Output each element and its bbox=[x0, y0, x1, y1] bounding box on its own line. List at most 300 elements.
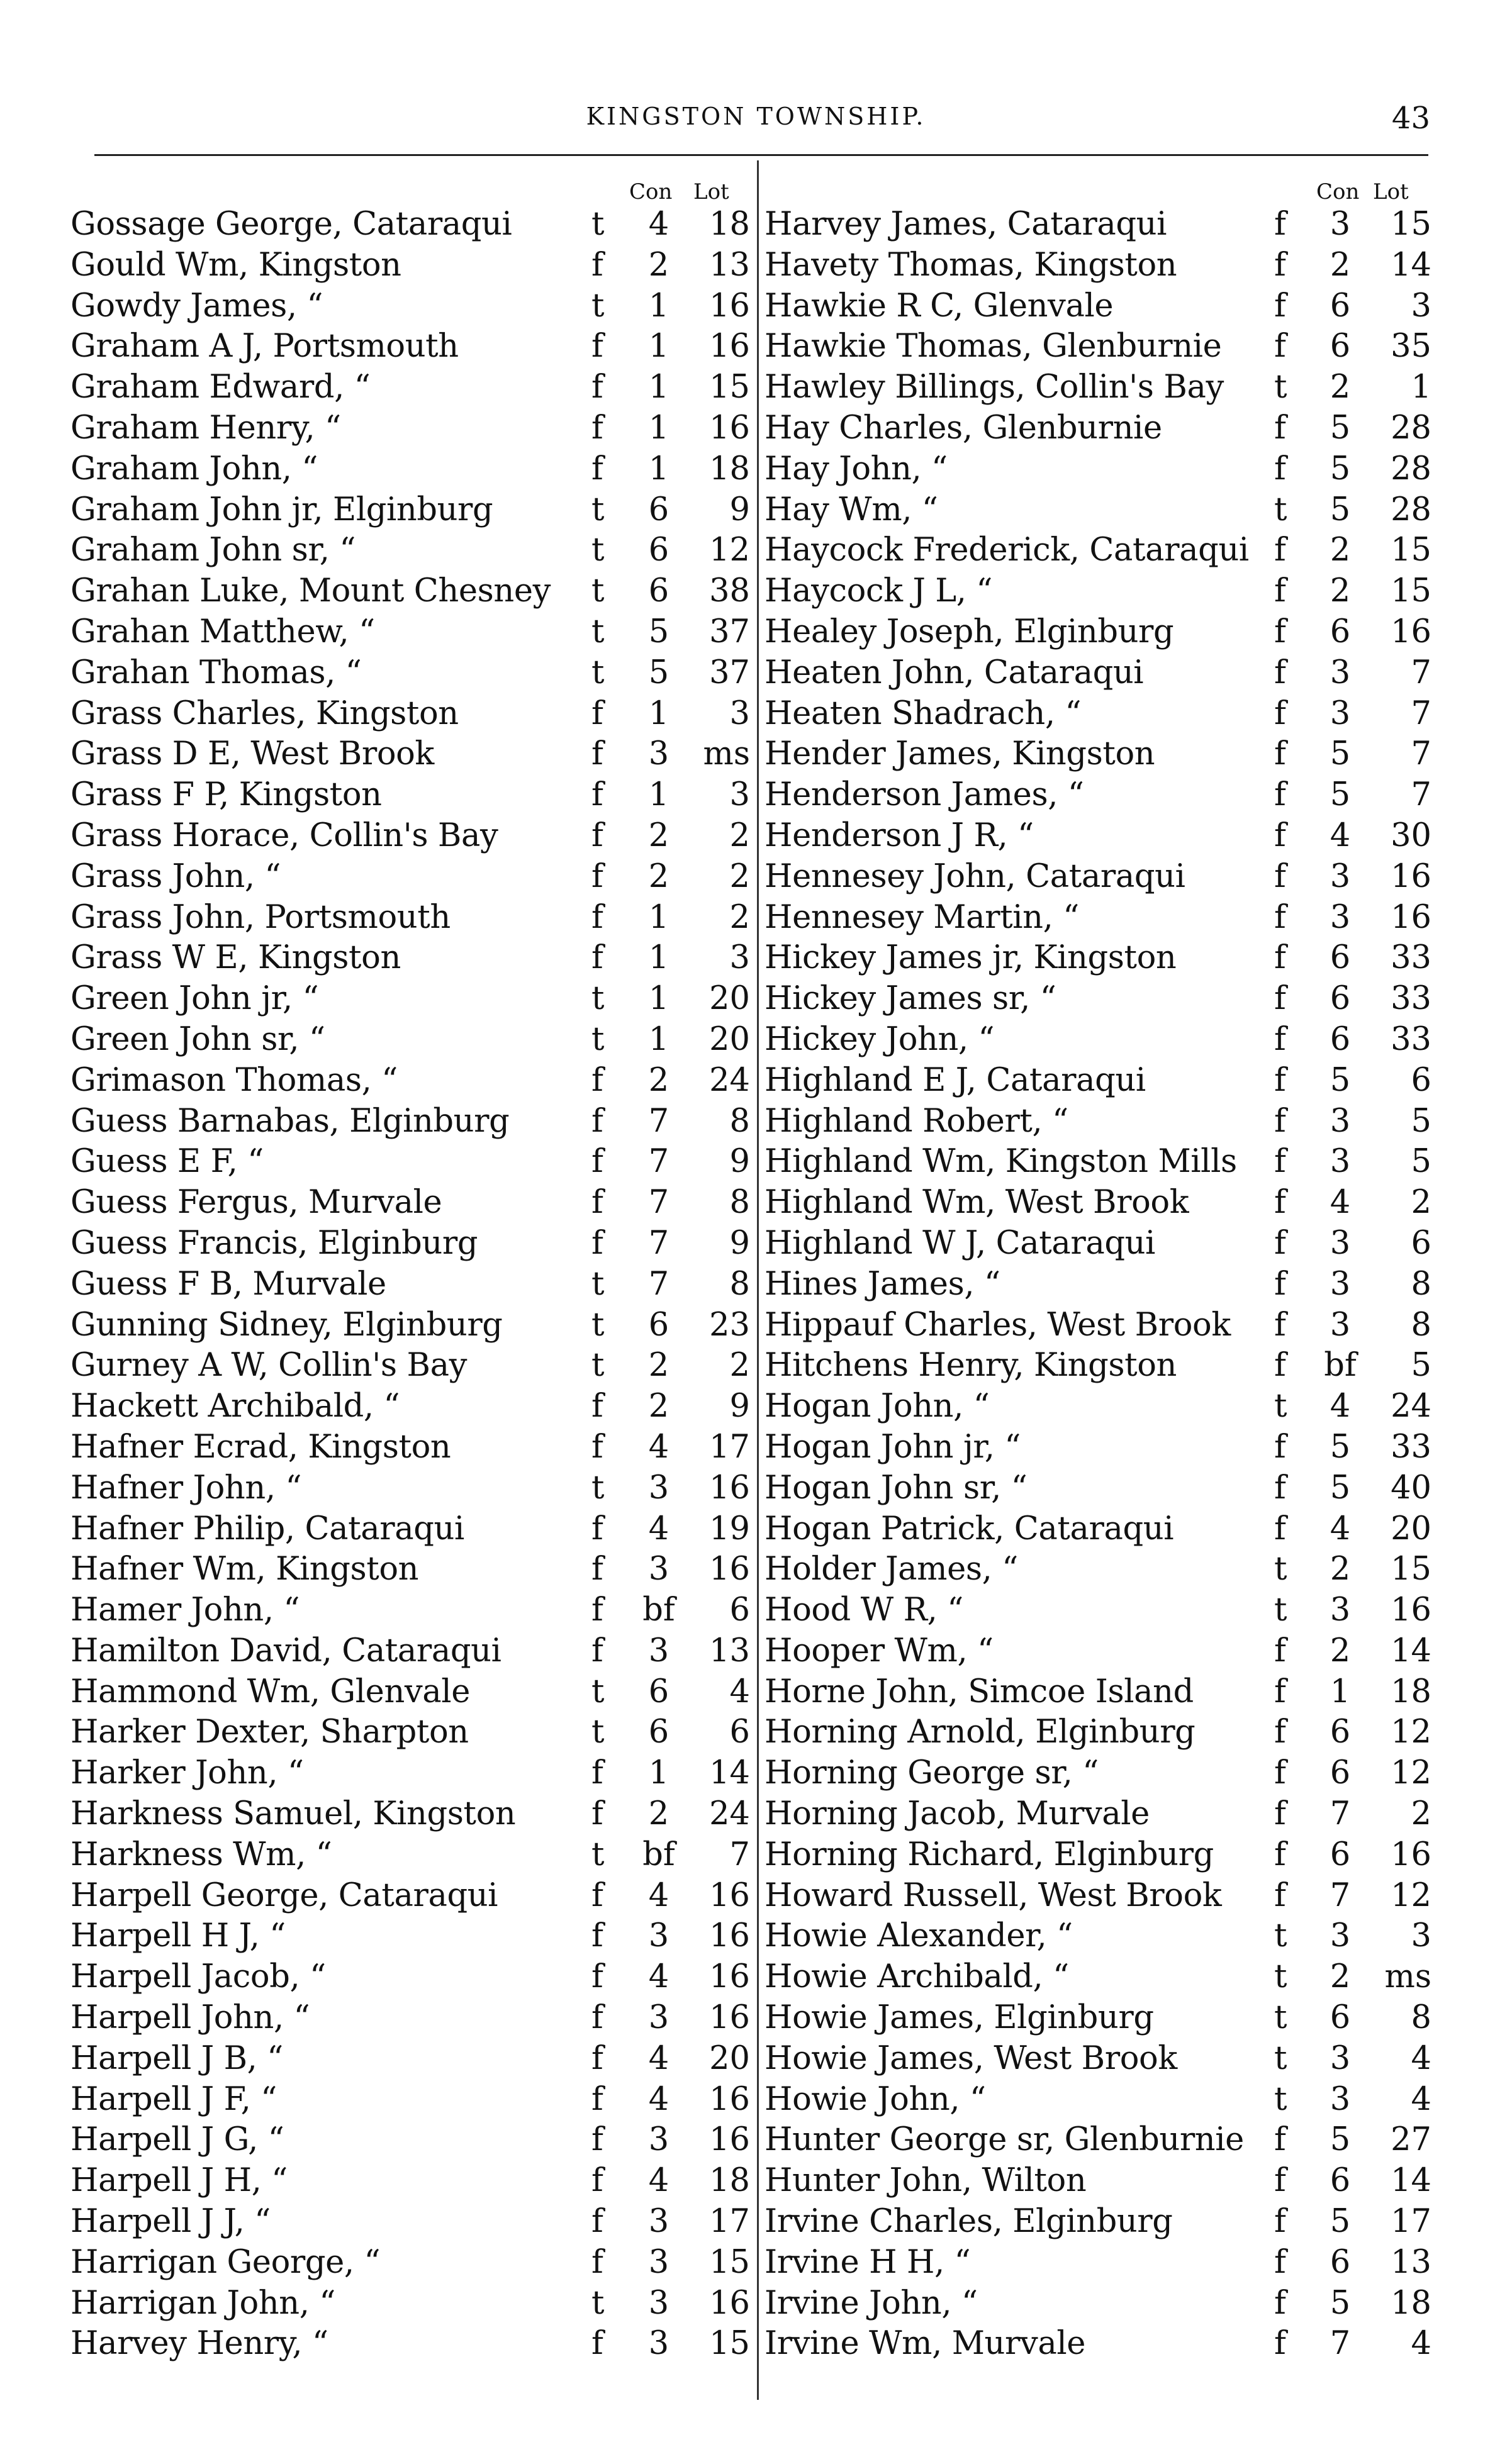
entry-concession: 6 bbox=[1330, 2162, 1351, 2200]
entry-concession: 2 bbox=[1330, 1632, 1351, 1670]
entry-name: Hammond Wm, Glenvale bbox=[70, 1673, 471, 1710]
entry-name: Irvine John, “ bbox=[764, 2284, 978, 2322]
entry-name: Hafner Wm, Kingston bbox=[70, 1551, 419, 1588]
entry-tenure: f bbox=[1274, 328, 1286, 365]
entry-name: Hood W R, “ bbox=[764, 1592, 963, 1629]
entry-name: Hitchens Henry, Kingston bbox=[764, 1347, 1177, 1385]
entry-concession: 3 bbox=[1330, 1592, 1351, 1629]
entry-name: Howie Archibald, “ bbox=[764, 1958, 1069, 1996]
entry-concession: 7 bbox=[648, 1143, 669, 1181]
entry-concession: 1 bbox=[648, 1020, 669, 1058]
entry-lot: 16 bbox=[709, 1469, 750, 1507]
entry-name: Gunning Sidney, Elginburg bbox=[70, 1306, 503, 1344]
entry-tenure: f bbox=[591, 1876, 603, 1914]
entry-name: Hay Charles, Glenburnie bbox=[764, 409, 1162, 447]
entry-lot: 23 bbox=[709, 1306, 750, 1344]
entry-lot: 6 bbox=[729, 1592, 750, 1629]
entry-tenure: f bbox=[1274, 654, 1286, 691]
entry-lot: 12 bbox=[709, 532, 750, 569]
entry-lot: 16 bbox=[709, 328, 750, 365]
entry-tenure: f bbox=[1274, 817, 1286, 854]
entry-concession: 5 bbox=[1330, 776, 1351, 814]
entry-tenure: t bbox=[1274, 1592, 1287, 1629]
entry-lot: 8 bbox=[1411, 1306, 1431, 1344]
entry-lot: 16 bbox=[709, 1999, 750, 2037]
entry-name: Havety Thomas, Kingston bbox=[764, 246, 1177, 284]
entry-concession: 2 bbox=[648, 1347, 669, 1385]
entry-tenure: f bbox=[591, 1795, 603, 1833]
entry-name: Hogan John, “ bbox=[764, 1388, 990, 1425]
entry-name: Grimason Thomas, “ bbox=[70, 1061, 398, 1099]
entry-name: Grahan Thomas, “ bbox=[70, 654, 362, 691]
entry-concession: 5 bbox=[1330, 1061, 1351, 1099]
entry-lot: 16 bbox=[709, 1876, 750, 1914]
entry-tenure: f bbox=[1274, 206, 1286, 243]
entry-name: Hickey James jr, Kingston bbox=[764, 939, 1177, 977]
entry-name: Grahan Matthew, “ bbox=[70, 613, 375, 650]
entry-name: Grass W E, Kingston bbox=[70, 939, 401, 977]
entry-tenure: f bbox=[591, 1551, 603, 1588]
entry-name: Guess Francis, Elginburg bbox=[70, 1224, 478, 1262]
entry-name: Horning George sr, “ bbox=[764, 1754, 1099, 1792]
entry-concession: 1 bbox=[648, 1754, 669, 1792]
entry-tenure: f bbox=[591, 2243, 603, 2281]
entry-tenure: f bbox=[591, 1184, 603, 1222]
con-header: Con bbox=[1316, 179, 1360, 204]
entry-tenure: f bbox=[1274, 1795, 1286, 1833]
entry-concession: 3 bbox=[1330, 898, 1351, 936]
entry-name: Hamer John, “ bbox=[70, 1592, 300, 1629]
entry-name: Hennesey Martin, “ bbox=[764, 898, 1079, 936]
entry-name: Harpell J B, “ bbox=[70, 2039, 283, 2077]
entry-tenure: f bbox=[1274, 1020, 1286, 1058]
entry-lot: 15 bbox=[1391, 206, 1431, 243]
entry-lot: 16 bbox=[1391, 1592, 1431, 1629]
entry-lot: 8 bbox=[729, 1184, 750, 1222]
entry-concession: 5 bbox=[1330, 2203, 1351, 2241]
entry-tenure: t bbox=[1274, 2039, 1287, 2077]
entry-lot: 12 bbox=[1391, 1754, 1431, 1792]
entry-lot: 19 bbox=[709, 1510, 750, 1547]
entry-concession: 1 bbox=[648, 898, 669, 936]
entry-name: Hawkie Thomas, Glenburnie bbox=[764, 328, 1222, 365]
lot-header: Lot bbox=[1373, 179, 1409, 204]
entry-tenure: f bbox=[591, 857, 603, 895]
entry-tenure: f bbox=[591, 1143, 603, 1181]
entry-lot: 37 bbox=[709, 613, 750, 650]
entry-concession: 4 bbox=[648, 206, 669, 243]
entry-tenure: f bbox=[591, 409, 603, 447]
entry-concession: 7 bbox=[648, 1102, 669, 1140]
entry-name: Harpell J H, “ bbox=[70, 2162, 288, 2200]
entry-lot: ms bbox=[703, 735, 750, 773]
entry-tenure: f bbox=[1274, 409, 1286, 447]
entry-tenure: f bbox=[591, 939, 603, 977]
entry-concession: 5 bbox=[1330, 491, 1351, 528]
entry-lot: 3 bbox=[1411, 287, 1431, 325]
entry-lot: 24 bbox=[709, 1061, 750, 1099]
entry-lot: 13 bbox=[709, 1632, 750, 1670]
entry-name: Howie John, “ bbox=[764, 2080, 986, 2118]
entry-tenure: f bbox=[1274, 1061, 1286, 1099]
entry-lot: 16 bbox=[709, 2121, 750, 2159]
entry-name: Harvey James, Cataraqui bbox=[764, 206, 1167, 243]
entry-concession: bf bbox=[642, 1592, 675, 1629]
entry-tenure: f bbox=[591, 1632, 603, 1670]
entry-tenure: f bbox=[1274, 2121, 1286, 2159]
header-rule bbox=[94, 154, 1428, 156]
entry-tenure: f bbox=[1274, 735, 1286, 773]
entry-lot: 4 bbox=[1411, 2080, 1431, 2118]
entry-concession: 4 bbox=[648, 2039, 669, 2077]
entry-tenure: f bbox=[1274, 1754, 1286, 1792]
entry-tenure: f bbox=[591, 1224, 603, 1262]
entry-name: Holder James, “ bbox=[764, 1551, 1018, 1588]
entry-name: Grahan Luke, Mount Chesney bbox=[70, 572, 551, 610]
entry-concession: 5 bbox=[1330, 450, 1351, 488]
entry-lot: ms bbox=[1384, 1958, 1431, 1996]
entry-name: Graham Henry, “ bbox=[70, 409, 341, 447]
entry-tenure: f bbox=[591, 1388, 603, 1425]
entry-lot: 15 bbox=[1391, 532, 1431, 569]
entry-lot: 18 bbox=[709, 206, 750, 243]
entry-tenure: t bbox=[591, 1265, 605, 1303]
entry-tenure: t bbox=[591, 572, 605, 610]
entry-concession: 6 bbox=[1330, 1836, 1351, 1873]
entry-name: Heaten Shadrach, “ bbox=[764, 694, 1082, 732]
entry-name: Highland Robert, “ bbox=[764, 1102, 1068, 1140]
entry-name: Hickey James sr, “ bbox=[764, 980, 1056, 1018]
entry-concession: 4 bbox=[648, 1510, 669, 1547]
entry-tenure: f bbox=[591, 2080, 603, 2118]
entry-name: Irvine Wm, Murvale bbox=[764, 2325, 1086, 2363]
entry-name: Green John sr, “ bbox=[70, 1020, 325, 1058]
entry-lot: 16 bbox=[1391, 613, 1431, 650]
entry-name: Graham Edward, “ bbox=[70, 369, 371, 406]
entry-lot: 16 bbox=[1391, 857, 1431, 895]
entry-tenure: f bbox=[591, 1061, 603, 1099]
entry-concession: 3 bbox=[648, 1917, 669, 1955]
entry-tenure: f bbox=[1274, 2284, 1286, 2322]
entry-lot: 5 bbox=[1411, 1102, 1431, 1140]
entry-concession: 3 bbox=[648, 1469, 669, 1507]
entry-name: Graham John jr, Elginburg bbox=[70, 491, 493, 528]
entry-concession: 1 bbox=[648, 694, 669, 732]
entry-lot: 7 bbox=[1411, 735, 1431, 773]
entry-tenure: t bbox=[1274, 1551, 1287, 1588]
entry-concession: 3 bbox=[648, 2121, 669, 2159]
entry-name: Hawkie R C, Glenvale bbox=[764, 287, 1114, 325]
entry-tenure: t bbox=[1274, 1999, 1287, 2037]
entry-tenure: f bbox=[591, 1510, 603, 1547]
entry-name: Gossage George, Cataraqui bbox=[70, 206, 512, 243]
entry-name: Hafner Ecrad, Kingston bbox=[70, 1428, 451, 1466]
entry-name: Graham John, “ bbox=[70, 450, 318, 488]
entry-lot: 15 bbox=[709, 2325, 750, 2363]
entry-tenure: f bbox=[1274, 2325, 1286, 2363]
entry-tenure: f bbox=[1274, 1347, 1286, 1385]
entry-lot: 18 bbox=[1391, 2284, 1431, 2322]
entry-name: Hafner John, “ bbox=[70, 1469, 302, 1507]
entry-lot: 2 bbox=[729, 1347, 750, 1385]
entry-name: Harpell Jacob, “ bbox=[70, 1958, 326, 1996]
entry-lot: 40 bbox=[1391, 1469, 1431, 1507]
entry-tenure: t bbox=[591, 1836, 605, 1873]
entry-concession: 7 bbox=[648, 1224, 669, 1262]
entry-tenure: f bbox=[1274, 532, 1286, 569]
con-header: Con bbox=[629, 179, 673, 204]
entry-lot: 37 bbox=[709, 654, 750, 691]
entry-tenure: f bbox=[591, 369, 603, 406]
entry-tenure: f bbox=[591, 2203, 603, 2241]
entry-lot: 6 bbox=[1411, 1224, 1431, 1262]
entry-concession: 5 bbox=[648, 654, 669, 691]
entry-tenure: f bbox=[1274, 2162, 1286, 2200]
entry-tenure: t bbox=[591, 206, 605, 243]
entry-concession: 3 bbox=[648, 1551, 669, 1588]
entry-name: Grass Charles, Kingston bbox=[70, 694, 459, 732]
entry-concession: 6 bbox=[1330, 939, 1351, 977]
entry-concession: 7 bbox=[1330, 1876, 1351, 1914]
entry-name: Healey Joseph, Elginburg bbox=[764, 613, 1174, 650]
entry-tenure: f bbox=[591, 246, 603, 284]
entry-tenure: t bbox=[1274, 1958, 1287, 1996]
entry-name: Haycock J L, “ bbox=[764, 572, 993, 610]
entry-name: Harker Dexter, Sharpton bbox=[70, 1714, 469, 1751]
entry-tenure: t bbox=[591, 654, 605, 691]
entry-name: Horne John, Simcoe Island bbox=[764, 1673, 1194, 1710]
entry-lot: 9 bbox=[729, 1143, 750, 1181]
entry-lot: 20 bbox=[709, 1020, 750, 1058]
entry-tenure: f bbox=[1274, 1836, 1286, 1873]
entry-tenure: f bbox=[1274, 1428, 1286, 1466]
entry-concession: 7 bbox=[648, 1184, 669, 1222]
entry-lot: 38 bbox=[709, 572, 750, 610]
entry-concession: 5 bbox=[1330, 409, 1351, 447]
entry-name: Guess F B, Murvale bbox=[70, 1265, 386, 1303]
entry-tenure: f bbox=[591, 1592, 603, 1629]
entry-lot: 5 bbox=[1411, 1143, 1431, 1181]
entry-concession: 6 bbox=[1330, 1754, 1351, 1792]
entry-tenure: f bbox=[1274, 898, 1286, 936]
entry-concession: 4 bbox=[1330, 817, 1351, 854]
entry-lot: 33 bbox=[1391, 939, 1431, 977]
entry-tenure: t bbox=[1274, 1388, 1287, 1425]
entry-tenure: f bbox=[591, 1917, 603, 1955]
entry-lot: 28 bbox=[1391, 450, 1431, 488]
entry-name: Grass John, Portsmouth bbox=[70, 898, 451, 936]
entry-name: Grass D E, West Brook bbox=[70, 735, 434, 773]
entry-concession: 6 bbox=[648, 1673, 669, 1710]
entry-lot: 28 bbox=[1391, 409, 1431, 447]
entry-name: Heaten John, Cataraqui bbox=[764, 654, 1144, 691]
entry-tenure: f bbox=[591, 2325, 603, 2363]
entry-lot: 33 bbox=[1391, 1020, 1431, 1058]
entry-lot: 7 bbox=[1411, 776, 1431, 814]
entry-name: Hippauf Charles, West Brook bbox=[764, 1306, 1231, 1344]
entry-lot: 33 bbox=[1391, 1428, 1431, 1466]
entry-name: Graham A J, Portsmouth bbox=[70, 328, 459, 365]
entry-tenure: f bbox=[591, 776, 603, 814]
entry-concession: 6 bbox=[1330, 2243, 1351, 2281]
entry-concession: bf bbox=[1324, 1347, 1357, 1385]
entry-lot: 7 bbox=[1411, 654, 1431, 691]
entry-tenure: f bbox=[1274, 1673, 1286, 1710]
entry-concession: 6 bbox=[1330, 1714, 1351, 1751]
entry-name: Hogan John jr, “ bbox=[764, 1428, 1021, 1466]
entry-concession: 1 bbox=[648, 287, 669, 325]
entry-tenure: f bbox=[1274, 857, 1286, 895]
entry-concession: 4 bbox=[648, 1876, 669, 1914]
entry-name: Gurney A W, Collin's Bay bbox=[70, 1347, 467, 1385]
entry-name: Harkness Wm, “ bbox=[70, 1836, 332, 1873]
entry-name: Gould Wm, Kingston bbox=[70, 246, 401, 284]
entry-name: Harrigan George, “ bbox=[70, 2243, 381, 2281]
entry-lot: 28 bbox=[1391, 491, 1431, 528]
entry-lot: 14 bbox=[1391, 1632, 1431, 1670]
entry-lot: 33 bbox=[1391, 980, 1431, 1018]
entry-tenure: t bbox=[591, 980, 605, 1018]
entry-name: Horning Richard, Elginburg bbox=[764, 1836, 1214, 1873]
entry-tenure: f bbox=[591, 2121, 603, 2159]
entry-name: Hackett Archibald, “ bbox=[70, 1388, 400, 1425]
entry-concession: 3 bbox=[1330, 1143, 1351, 1181]
entry-lot: 20 bbox=[709, 2039, 750, 2077]
entry-name: Harpell George, Cataraqui bbox=[70, 1876, 498, 1914]
entry-concession: 2 bbox=[648, 857, 669, 895]
entry-lot: 2 bbox=[1411, 1184, 1431, 1222]
entry-lot: 13 bbox=[1391, 2243, 1431, 2281]
entry-concession: 1 bbox=[648, 980, 669, 1018]
entry-concession: 5 bbox=[648, 613, 669, 650]
entry-name: Harpell John, “ bbox=[70, 1999, 310, 2037]
entry-tenure: f bbox=[591, 694, 603, 732]
entry-lot: 6 bbox=[729, 1714, 750, 1751]
entry-lot: 16 bbox=[709, 1958, 750, 1996]
entry-name: Harpell J G, “ bbox=[70, 2121, 284, 2159]
entry-lot: 3 bbox=[729, 694, 750, 732]
entry-name: Hay John, “ bbox=[764, 450, 948, 488]
entry-concession: 2 bbox=[648, 246, 669, 284]
entry-lot: 8 bbox=[1411, 1265, 1431, 1303]
entry-tenure: t bbox=[1274, 369, 1287, 406]
entry-name: Hawley Billings, Collin's Bay bbox=[764, 369, 1224, 406]
entry-name: Harpell H J, “ bbox=[70, 1917, 286, 1955]
entry-concession: 1 bbox=[648, 939, 669, 977]
entry-name: Horning Jacob, Murvale bbox=[764, 1795, 1150, 1833]
entry-concession: 4 bbox=[1330, 1510, 1351, 1547]
entry-concession: 5 bbox=[1330, 1428, 1351, 1466]
entry-concession: 3 bbox=[1330, 857, 1351, 895]
entry-tenure: f bbox=[1274, 1714, 1286, 1751]
entry-lot: 24 bbox=[1391, 1388, 1431, 1425]
entry-name: Graham John sr, “ bbox=[70, 532, 356, 569]
entry-name: Highland E J, Cataraqui bbox=[764, 1061, 1146, 1099]
entry-tenure: f bbox=[1274, 1102, 1286, 1140]
entry-tenure: t bbox=[591, 1673, 605, 1710]
entry-concession: 3 bbox=[1330, 1265, 1351, 1303]
entry-concession: 5 bbox=[1330, 2284, 1351, 2322]
entry-lot: 20 bbox=[1391, 1510, 1431, 1547]
entry-lot: 15 bbox=[1391, 572, 1431, 610]
entry-concession: 3 bbox=[648, 2243, 669, 2281]
entry-name: Guess E F, “ bbox=[70, 1143, 264, 1181]
entry-concession: 5 bbox=[1330, 1469, 1351, 1507]
entry-lot: 8 bbox=[729, 1265, 750, 1303]
entry-tenure: t bbox=[591, 532, 605, 569]
entry-lot: 18 bbox=[709, 2162, 750, 2200]
entry-lot: 5 bbox=[1411, 1347, 1431, 1385]
entry-lot: 14 bbox=[1391, 246, 1431, 284]
entry-tenure: f bbox=[591, 1428, 603, 1466]
entry-concession: 1 bbox=[1330, 1673, 1351, 1710]
entry-concession: 5 bbox=[1330, 2121, 1351, 2159]
entry-tenure: f bbox=[591, 2039, 603, 2077]
entry-tenure: f bbox=[1274, 287, 1286, 325]
entry-concession: 2 bbox=[1330, 1958, 1351, 1996]
entry-concession: 1 bbox=[648, 328, 669, 365]
entry-name: Haycock Frederick, Cataraqui bbox=[764, 532, 1249, 569]
entry-name: Harrigan John, “ bbox=[70, 2284, 335, 2322]
entry-lot: 4 bbox=[1411, 2039, 1431, 2077]
entry-tenure: t bbox=[1274, 1917, 1287, 1955]
entry-lot: 16 bbox=[709, 409, 750, 447]
entry-name: Harker John, “ bbox=[70, 1754, 304, 1792]
entry-tenure: f bbox=[1274, 939, 1286, 977]
entry-name: Highland Wm, West Brook bbox=[764, 1184, 1189, 1222]
entry-concession: 3 bbox=[1330, 2039, 1351, 2077]
entry-tenure: f bbox=[1274, 980, 1286, 1018]
entry-name: Grass Horace, Collin's Bay bbox=[70, 817, 498, 854]
entry-concession: 6 bbox=[648, 532, 669, 569]
entry-lot: 3 bbox=[729, 939, 750, 977]
entry-concession: 4 bbox=[648, 1958, 669, 1996]
entry-concession: 3 bbox=[648, 1632, 669, 1670]
entry-lot: 18 bbox=[709, 450, 750, 488]
entry-name: Hunter George sr, Glenburnie bbox=[764, 2121, 1244, 2159]
entry-lot: 3 bbox=[729, 776, 750, 814]
entry-lot: 4 bbox=[729, 1673, 750, 1710]
entry-lot: 9 bbox=[729, 1224, 750, 1262]
entry-tenure: f bbox=[591, 328, 603, 365]
entry-concession: 2 bbox=[648, 1388, 669, 1425]
entry-lot: 1 bbox=[1411, 369, 1431, 406]
entry-lot: 16 bbox=[1391, 898, 1431, 936]
entry-name: Hennesey John, Cataraqui bbox=[764, 857, 1185, 895]
entry-lot: 17 bbox=[709, 2203, 750, 2241]
entry-concession: 3 bbox=[1330, 654, 1351, 691]
entry-tenure: t bbox=[591, 1347, 605, 1385]
entry-tenure: f bbox=[1274, 776, 1286, 814]
entry-name: Green John jr, “ bbox=[70, 980, 319, 1018]
entry-lot: 2 bbox=[729, 857, 750, 895]
entry-lot: 2 bbox=[1411, 1795, 1431, 1833]
entry-concession: 2 bbox=[1330, 369, 1351, 406]
entry-lot: 9 bbox=[729, 491, 750, 528]
entry-lot: 16 bbox=[709, 2080, 750, 2118]
entry-concession: 5 bbox=[1330, 735, 1351, 773]
entry-tenure: f bbox=[1274, 572, 1286, 610]
entry-lot: 8 bbox=[1411, 1999, 1431, 2037]
entry-lot: 7 bbox=[729, 1836, 750, 1873]
entry-name: Howie James, West Brook bbox=[764, 2039, 1177, 2077]
entry-tenure: t bbox=[591, 1469, 605, 1507]
entry-tenure: f bbox=[591, 1958, 603, 1996]
entry-lot: 15 bbox=[709, 369, 750, 406]
entry-tenure: t bbox=[591, 1714, 605, 1751]
page-number: 43 bbox=[1391, 101, 1430, 136]
entry-concession: 4 bbox=[648, 1428, 669, 1466]
